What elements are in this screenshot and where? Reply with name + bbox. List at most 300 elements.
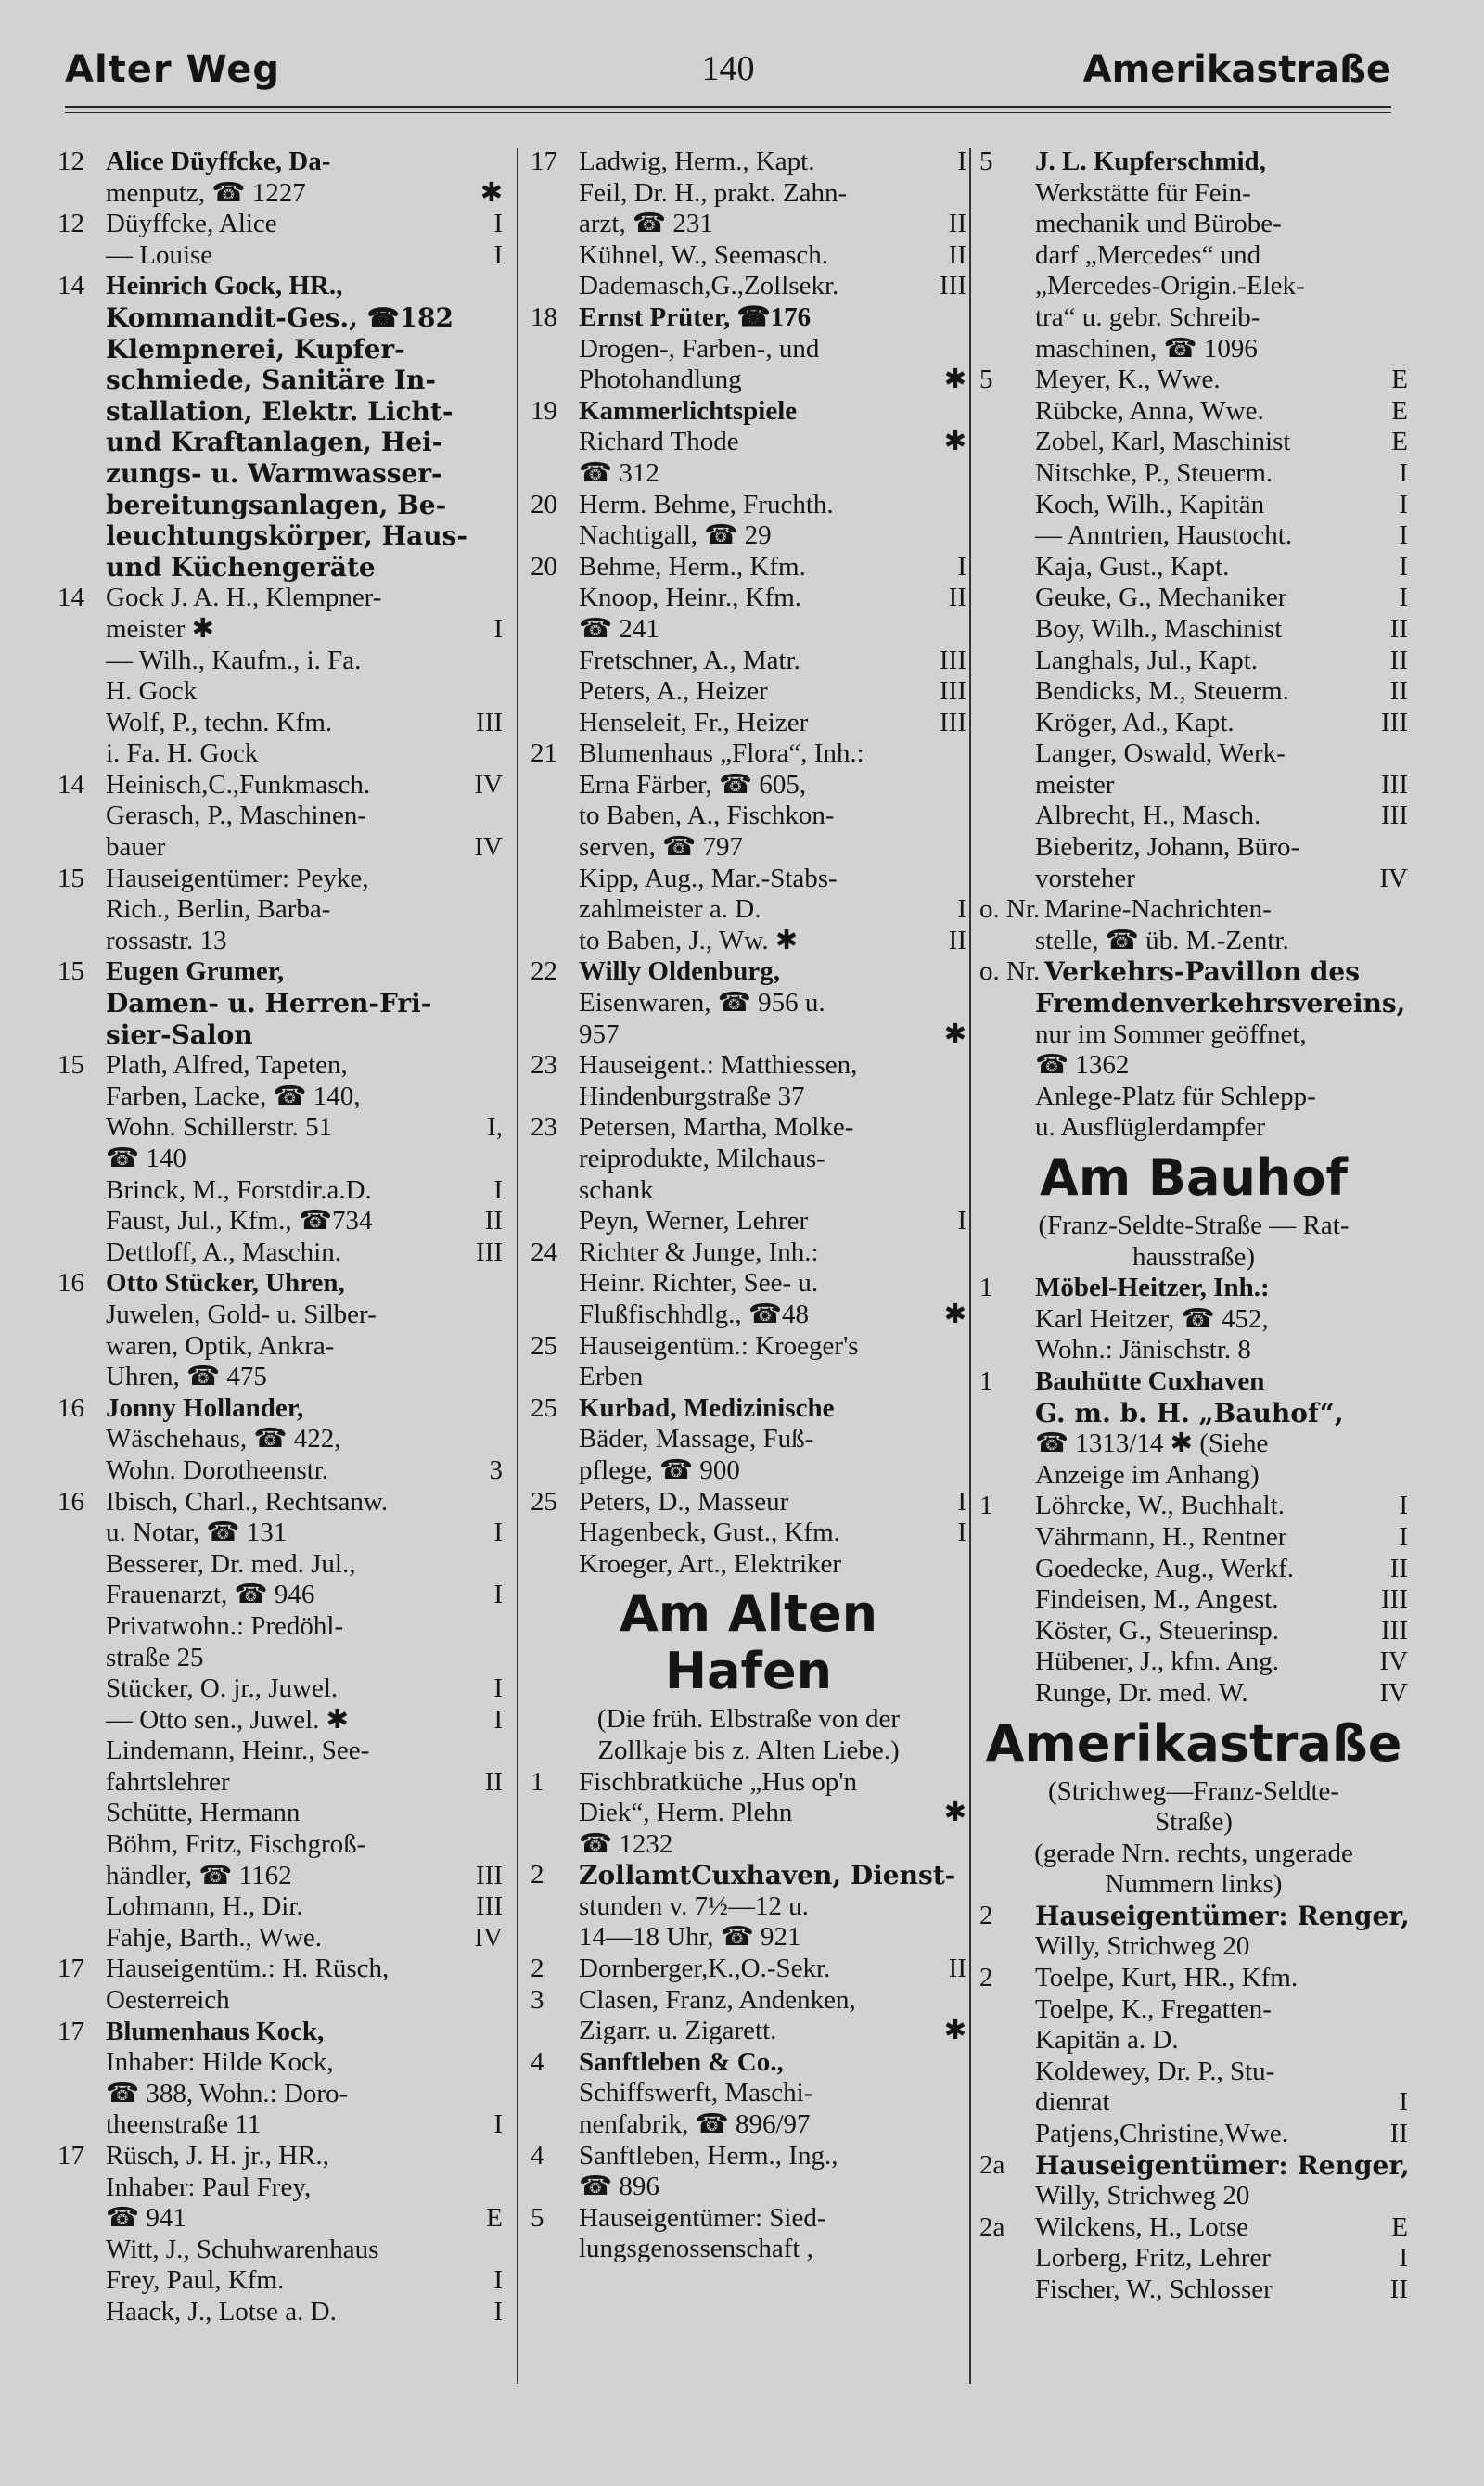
directory-line — [58, 770, 503, 801]
house-number: 24 — [531, 1237, 557, 1267]
house-number: 5 — [531, 2202, 544, 2233]
directory-line — [58, 2047, 503, 2079]
directory-line — [531, 614, 966, 646]
directory-line — [979, 458, 1408, 490]
floor-marker: ✱ — [943, 1798, 966, 1828]
directory-line — [58, 614, 503, 646]
entry-text: Wohn. Dorotheenstr. — [106, 1454, 329, 1485]
floor-marker: I — [957, 894, 966, 925]
entry-text: Hübener, J., kfm. Ang. — [1035, 1647, 1280, 1677]
entry-text: serven, ☎ 797 — [579, 832, 744, 863]
entry-text: reiprodukte, Milchaus- — [579, 1144, 825, 1173]
entry-text: Blumenhaus Kock, — [106, 2016, 325, 2046]
directory-line — [979, 2057, 1408, 2088]
directory-line — [531, 1455, 966, 1487]
entry-text: Wilckens, H., Lotse — [1035, 2211, 1248, 2242]
entry-text: Dornberger,K.,O.-Sekr. — [579, 1954, 831, 1984]
directory-line — [531, 209, 966, 240]
entry-text: u. Notar, ☎ 131 — [106, 1518, 288, 1548]
directory-line — [58, 1393, 503, 1425]
floor-marker: I — [493, 2296, 503, 2326]
entry-text: Hauseigentümer: Sied- — [579, 2202, 826, 2233]
entry-text: Lohmann, H., Dir. — [106, 1891, 303, 1922]
directory-line — [58, 302, 503, 334]
entry-text: (Die früh. Elbstraße von der — [596, 1704, 901, 1735]
floor-marker: I — [957, 1486, 966, 1517]
directory-line — [531, 1019, 966, 1051]
floor-marker: I — [493, 2265, 503, 2296]
entry-text: vorsteher — [1035, 863, 1135, 893]
directory-line — [531, 240, 966, 272]
directory-line — [58, 365, 503, 396]
floor-marker: I — [493, 1673, 503, 1704]
floor-marker: III — [476, 707, 503, 737]
directory-line — [58, 1144, 503, 1175]
directory-line — [531, 894, 966, 926]
entry-text: Henseleit, Fr., Heizer — [579, 707, 809, 737]
entry-text: Werkstätte für Fein- — [1035, 177, 1251, 208]
house-number: 2 — [531, 1860, 544, 1890]
entry-text: waren, Optik, Ankra- — [106, 1330, 335, 1361]
entry-text: mechanik und Bürobe- — [1035, 209, 1282, 239]
entry-text: maschinen, ☎ 1096 — [1035, 333, 1258, 364]
column-divider — [517, 148, 518, 2384]
directory-line — [58, 646, 503, 677]
directory-line — [531, 864, 966, 895]
floor-marker: ✱ — [943, 1019, 966, 1049]
entry-text: Hauseigentüm.: H. Rüsch, — [106, 1954, 390, 1984]
entry-text: Zobel, Karl, Maschinist — [1035, 427, 1291, 457]
entry-text: Geuke, G., Mechaniker — [1035, 583, 1287, 613]
directory-line — [979, 1584, 1408, 1616]
directory-line — [58, 894, 503, 926]
directory-line — [979, 1839, 1408, 1870]
floor-marker: I — [957, 1206, 966, 1237]
entry-text: Kühnel, W., Seemasch. — [579, 239, 829, 270]
entry-text: Kröger, Ad., Kapt. — [1035, 707, 1235, 737]
directory-line — [979, 1082, 1408, 1113]
directory-line — [531, 1424, 966, 1455]
directory-line — [58, 1736, 503, 1767]
entry-text: Löhrcke, W., Buchhalt. — [1035, 1491, 1286, 1521]
entry-text: Böhm, Fritz, Fischgroß- — [106, 1829, 366, 1860]
directory-line — [58, 1798, 503, 1829]
directory-line — [979, 926, 1408, 957]
directory-line — [531, 334, 966, 365]
directory-line — [979, 1554, 1408, 1585]
floor-marker: II — [948, 925, 966, 955]
entry-text: ☎ 241 — [579, 613, 659, 644]
entry-text: Oesterreich — [106, 1985, 230, 2016]
entry-text: (gerade Nrn. rechts, ungerade — [1034, 1838, 1353, 1868]
directory-line — [531, 365, 966, 396]
directory-line — [58, 1985, 503, 2017]
floor-marker: III — [476, 1237, 503, 1267]
entry-text: Kammerlichtspiele — [579, 395, 798, 426]
floor-marker: ✱ — [480, 177, 503, 208]
entry-text: H. Gock — [106, 676, 198, 707]
directory-line — [58, 2109, 503, 2141]
directory-line — [979, 2243, 1408, 2275]
entry-text: Heinrich Gock, HR., — [106, 271, 343, 301]
directory-line — [58, 1112, 503, 1144]
entry-text: ☎ 388, Wohn.: Doro- — [106, 2078, 349, 2108]
directory-line — [979, 801, 1408, 832]
directory-line — [979, 894, 1408, 926]
directory-line — [531, 1487, 966, 1519]
floor-marker: I — [1399, 1491, 1408, 1521]
directory-line — [58, 1331, 503, 1363]
directory-line — [58, 1019, 503, 1051]
house-number: 14 — [58, 583, 84, 613]
directory-line — [58, 1082, 503, 1113]
directory-line — [58, 1705, 503, 1736]
entry-text: Blumenhaus „Flora“, Inh.: — [579, 738, 864, 769]
street-heading: Am Alten Hafen — [619, 1584, 878, 1701]
entry-text: Willy, Strichweg 20 — [1035, 1931, 1250, 1962]
floor-marker: I — [493, 1704, 503, 1735]
entry-text: i. Fa. H. Gock — [106, 738, 259, 769]
directory-line — [979, 956, 1408, 988]
floor-marker: III — [476, 1891, 503, 1922]
directory-line — [58, 520, 503, 552]
directory-line — [531, 926, 966, 957]
entry-text: Plath, Alfred, Tapeten, — [106, 1050, 348, 1081]
directory-line — [58, 2079, 503, 2110]
entry-text: schmiede, Sanitäre In- — [106, 365, 436, 396]
entry-text: Witt, J., Schuhwarenhaus — [106, 2234, 379, 2264]
directory-line — [58, 864, 503, 895]
directory-line — [979, 864, 1408, 895]
directory-line — [531, 646, 966, 677]
directory-line — [58, 178, 503, 210]
directory-line — [531, 1331, 966, 1363]
entry-text: — Anntrien, Haustocht. — [1035, 520, 1293, 551]
directory-line — [531, 2047, 966, 2079]
directory-line — [531, 2234, 966, 2265]
directory-line — [979, 1050, 1408, 1082]
entry-text: Ladwig, Herm., Kapt. — [579, 147, 815, 176]
entry-text: Karl Heitzer, ☎ 452, — [1035, 1303, 1269, 1334]
entry-text: Wolf, P., techn. Kfm. — [106, 707, 333, 737]
entry-text: Drogen-, Farben-, und — [579, 333, 820, 364]
directory-line — [979, 396, 1408, 428]
directory-line — [979, 708, 1408, 739]
entry-text: Farben, Lacke, ☎ 140, — [106, 1081, 361, 1111]
entry-text: Runge, Dr. med. W. — [1035, 1677, 1248, 1708]
entry-text: Kurbad, Medizinische — [579, 1392, 835, 1423]
floor-marker: E — [1391, 2211, 1408, 2242]
directory-line — [979, 2025, 1408, 2057]
directory-line — [979, 1460, 1408, 1492]
directory-line — [58, 1424, 503, 1455]
directory-line — [531, 2203, 966, 2235]
entry-text: und Küchengeräte — [106, 551, 376, 583]
directory-line — [58, 1643, 503, 1674]
entry-text: Peters, D., Masseur — [579, 1486, 789, 1517]
entry-text: Möbel-Heitzer, Inh.: — [1035, 1273, 1270, 1303]
directory-line — [531, 1175, 966, 1207]
floor-marker: II — [1389, 1553, 1408, 1583]
entry-text: Flußfischhdlg., ☎48 — [579, 1299, 809, 1329]
entry-text: Richter & Junge, Inh.: — [579, 1237, 819, 1267]
entry-text: ☎ 140 — [106, 1144, 186, 1173]
entry-text: Wohn. Schillerstr. 51 — [106, 1112, 333, 1143]
house-number: 5 — [979, 365, 993, 395]
floor-marker: I — [1399, 2243, 1408, 2274]
entry-text: „Mercedes-Origin.-Elek- — [1035, 271, 1305, 301]
entry-text: sier-Salon — [106, 1019, 253, 1050]
entry-text: Inhaber: Paul Frey, — [106, 2172, 312, 2202]
house-number: 23 — [531, 1050, 557, 1081]
floor-marker: I, — [487, 1112, 503, 1143]
floor-marker: III — [940, 645, 966, 675]
floor-marker: II — [948, 209, 966, 239]
entry-text: meister — [1035, 769, 1115, 800]
floor-marker: III — [1381, 769, 1408, 800]
directory-line — [58, 1891, 503, 1923]
directory-line — [58, 2172, 503, 2204]
floor-marker: I — [957, 1518, 966, 1548]
directory-line — [58, 396, 503, 428]
entry-text: stallation, Elektr. Licht- — [106, 395, 454, 427]
directory-line — [531, 1767, 966, 1799]
entry-text: Eugen Grumer, — [106, 956, 285, 987]
entry-text: theenstraße 11 — [106, 2109, 262, 2140]
house-number: 19 — [531, 395, 557, 426]
house-number: 2 — [979, 1900, 993, 1930]
directory-line — [979, 240, 1408, 272]
directory-line — [979, 1616, 1408, 1647]
floor-marker: I — [493, 1518, 503, 1548]
floor-marker: II — [484, 1766, 503, 1797]
floor-marker: I — [493, 209, 503, 239]
page-number: 140 — [701, 49, 755, 88]
directory-line — [58, 1549, 503, 1581]
entry-text: Nummern links) — [1105, 1869, 1283, 1900]
directory-line — [531, 1798, 966, 1829]
directory-line — [531, 302, 966, 334]
directory-line — [58, 1206, 503, 1237]
floor-marker: ✱ — [943, 2016, 966, 2046]
entry-text: Schütte, Hermann — [106, 1798, 301, 1828]
floor-marker: IV — [1379, 1647, 1408, 1677]
floor-marker: I — [493, 239, 503, 270]
directory-line — [531, 1144, 966, 1175]
entry-text: Peyn, Werner, Lehrer — [579, 1206, 809, 1237]
house-number: 25 — [531, 1486, 557, 1517]
directory-line — [531, 1860, 966, 1891]
directory-line — [58, 708, 503, 739]
directory-line — [531, 1082, 966, 1113]
directory-line — [531, 427, 966, 458]
entry-text: bereitungsanlagen, Be- — [106, 489, 447, 520]
directory-line — [58, 1455, 503, 1487]
directory-line — [58, 1861, 503, 1892]
directory-line — [58, 1175, 503, 1207]
house-number: 4 — [531, 2046, 544, 2077]
header-right-street: Amerikastraße — [1082, 48, 1391, 91]
floor-marker: I — [1399, 520, 1408, 551]
floor-marker: I — [1399, 489, 1408, 519]
entry-text: Bieberitz, Johann, Büro- — [1035, 832, 1300, 863]
directory-line — [531, 1891, 966, 1923]
entry-text: ☎ 312 — [579, 457, 659, 488]
directory-line — [531, 1518, 966, 1549]
floor-marker: IV — [1379, 1677, 1408, 1708]
directory-line — [531, 832, 966, 864]
entry-text: Klempnerei, Kupfer- — [106, 333, 405, 365]
directory-line — [531, 988, 966, 1019]
entry-text: Herm. Behme, Fruchth. — [579, 489, 834, 519]
directory-line — [531, 1549, 966, 1581]
floor-marker: I — [493, 1174, 503, 1205]
directory-column-1 — [58, 147, 503, 2328]
house-number: 21 — [531, 738, 557, 769]
house-number: 17 — [58, 2141, 84, 2171]
entry-text: Dademasch,G.,Zollsekr. — [579, 271, 839, 301]
entry-text: Damen- u. Herren-Fri- — [106, 988, 432, 1019]
floor-marker: ✱ — [943, 365, 966, 395]
directory-line — [58, 1611, 503, 1643]
directory-line — [58, 1673, 503, 1705]
floor-marker: II — [1389, 2119, 1408, 2149]
directory-line — [531, 2016, 966, 2047]
directory-line — [58, 240, 503, 272]
entry-text: ☎ 1313/14 ✱ (Siehe — [1035, 1429, 1269, 1459]
directory-line — [58, 1487, 503, 1519]
floor-marker: E — [1391, 395, 1408, 426]
entry-text: Koldewey, Dr. P., Stu- — [1035, 2056, 1275, 2086]
house-number: 17 — [58, 2016, 84, 2046]
entry-text: Kaja, Gust., Kapt. — [1035, 551, 1230, 582]
entry-text: schank — [579, 1174, 654, 1205]
entry-text: Düyffcke, Alice — [106, 209, 277, 239]
directory-line — [979, 1273, 1408, 1304]
directory-line — [58, 2297, 503, 2328]
directory-line — [531, 1300, 966, 1331]
entry-text: Hauseigentümer: Renger, — [1035, 1900, 1410, 1931]
entry-text: Nitschke, P., Steuerm. — [1035, 457, 1273, 488]
entry-text: Fischer, W., Schlosser — [1035, 2275, 1273, 2304]
header-rule — [65, 106, 1391, 108]
entry-text: Haack, J., Lotse a. D. — [106, 2296, 337, 2326]
entry-text: Fretschner, A., Matr. — [579, 645, 800, 675]
directory-line — [58, 552, 503, 583]
entry-text: Kipp, Aug., Mar.-Stabs- — [579, 863, 838, 893]
entry-text: Sanftleben & Co., — [579, 2046, 784, 2077]
floor-marker: III — [940, 676, 966, 707]
directory-line — [531, 676, 966, 708]
directory-line — [979, 2212, 1408, 2244]
house-number: 15 — [58, 956, 84, 987]
directory-line — [58, 2017, 503, 2048]
house-number: 12 — [58, 147, 84, 176]
page-header — [65, 48, 1391, 106]
entry-text: darf „Mercedes“ und — [1035, 239, 1261, 270]
directory-line — [979, 365, 1408, 396]
house-number: 2a — [979, 2149, 1005, 2180]
floor-marker: II — [1389, 645, 1408, 675]
entry-text: Köster, G., Steuerinsp. — [1035, 1615, 1280, 1646]
house-number: 1 — [979, 1491, 993, 1521]
entry-text: J. L. Kupferschmid, — [1035, 147, 1266, 176]
house-number: 2 — [979, 1963, 993, 1993]
directory-line — [58, 2141, 503, 2172]
entry-text: tra“ u. gebr. Schreib- — [1035, 301, 1260, 332]
floor-marker: II — [484, 1206, 503, 1237]
directory-line — [531, 583, 966, 614]
directory-line — [531, 1736, 966, 1767]
entry-text: menputz, ☎ 1227 — [106, 177, 306, 208]
directory-line — [979, 2150, 1408, 2182]
directory-line — [58, 1300, 503, 1331]
entry-text: Marine-Nachrichten- — [1044, 894, 1272, 925]
entry-text: dienrat — [1035, 2087, 1110, 2118]
floor-marker: 3 — [489, 1454, 503, 1485]
house-number: 20 — [531, 551, 557, 582]
entry-text: Zollkaje bis z. Alten Liebe.) — [597, 1735, 900, 1765]
entry-text: Heinisch,C.,Funkmasch. — [106, 769, 371, 800]
house-number: 2 — [531, 1954, 544, 1984]
entry-text: arzt, ☎ 231 — [579, 209, 713, 239]
directory-line — [531, 801, 966, 832]
floor-marker: I — [1399, 551, 1408, 582]
house-number: 5 — [979, 147, 993, 176]
directory-line — [531, 1362, 966, 1393]
directory-line — [58, 2235, 503, 2266]
directory-line — [531, 458, 966, 490]
entry-text: Brinck, M., Forstdir.a.D. — [106, 1174, 372, 1205]
entry-text: meister ✱ — [106, 613, 214, 644]
entry-text: — Wilh., Kaufm., i. Fa. — [106, 645, 362, 675]
directory-line — [58, 801, 503, 832]
floor-marker: II — [1389, 676, 1408, 707]
directory-line — [979, 646, 1408, 677]
floor-marker: IV — [474, 769, 503, 800]
entry-text: 957 — [579, 1019, 620, 1049]
directory-line — [979, 1491, 1408, 1522]
entry-text: Hauseigentümer: Renger, — [1035, 2149, 1410, 2181]
entry-text: Kroeger, Art., Elektriker — [579, 1548, 842, 1579]
directory-line — [979, 2087, 1408, 2119]
house-number: 18 — [531, 301, 557, 332]
entry-text: Ibisch, Charl., Rechtsanw. — [106, 1486, 389, 1517]
directory-line — [979, 1901, 1408, 1932]
floor-marker: I — [1399, 457, 1408, 488]
entry-text: Clasen, Franz, Andenken, — [579, 1984, 856, 2015]
directory-line — [531, 2141, 966, 2172]
entry-text: Willy Oldenburg, — [579, 956, 781, 987]
entry-text: Langer, Oswald, Werk- — [1035, 738, 1286, 769]
directory-line — [979, 147, 1408, 178]
house-number: 1 — [979, 1273, 993, 1303]
directory-line — [979, 427, 1408, 458]
house-number: 2a — [979, 2211, 1005, 2242]
directory-line — [531, 271, 966, 302]
entry-text: Alice Düyffcke, Da- — [106, 147, 331, 176]
entry-text: Toelpe, Kurt, HR., Kfm. — [1035, 1963, 1298, 1993]
entry-text: Jonny Hollander, — [106, 1392, 304, 1423]
floor-marker: III — [940, 271, 966, 301]
directory-line — [531, 552, 966, 583]
directory-line — [979, 770, 1408, 801]
entry-text: Meyer, K., Wwe. — [1035, 365, 1221, 395]
entry-text: leuchtungskörper, Haus- — [106, 520, 467, 552]
house-number: 3 — [531, 1984, 544, 2015]
entry-text: Zigarr. u. Zigarett. — [579, 2016, 777, 2046]
entry-text: Diek“, Herm. Plehn — [579, 1798, 793, 1828]
